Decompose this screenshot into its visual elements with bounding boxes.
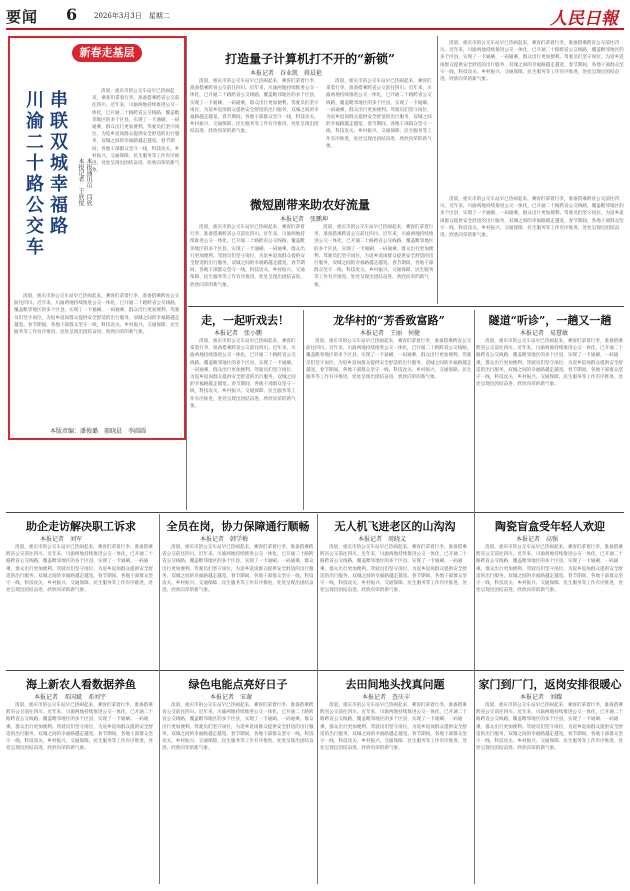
headline-a7: 全员在岗，协力保障通行顺畅 — [166, 520, 310, 533]
headline-a11: 绿色电能点亮好日子 — [188, 678, 288, 691]
byline-a7: 本报记者 韩学梅 — [200, 536, 249, 543]
headline-a13: 家门到厂门，返岗安排很暖心 — [478, 678, 622, 691]
byline-a8: 本报记者 周晓义 — [358, 536, 407, 543]
article-a2-col1: 清晨，重庆市的公交车站早已热闹起来，乘客们拿着行李，准备搭乘跨省公交前往四川。近年来，川渝两地持续推进公交一体化，已开通二十路跨省公交线路，覆盖毗邻地区的多个区县，实现了一卡通刷、一码通乘，群众出行更加便利。驾驶员们坚守岗位，为返乡返岗群众提供安全舒适的出行服务，双城之间的幸福路越走越宽。春节期间，各地干部群众坚守一线，科技攻关、乡村振兴、交通保障、民生服务等工作有序推进，处处呈现出团结奋进、欣欣向荣的新气象。 — [190, 225, 305, 288]
byline-a11: 本报记者 宋谢 — [210, 694, 253, 701]
headline-a10: 海上新农人看数据养鱼 — [26, 678, 136, 691]
article-a11-body: 清晨，重庆市的公交车站早已热闹起来，乘客们拿着行李，准备搭乘跨省公交前往四川。近年来，川渝两地持续推进公交一体化，已开通二十路跨省公交线路，覆盖毗邻地区的多个区县，实现了一卡通刷、一码通乘，群众出行更加便利。驾驶员们坚守岗位，为返乡返岗群众提供安全舒适的出行服务，双城之间的幸福路越走越宽。春节期间，各地干部群众坚守一线，科技攻关、乡村振兴、交通保障、民生服务等工作有序推进，处处呈现出团结奋进、欣欣向荣的新气象。 — [162, 703, 314, 752]
feature-box — [8, 36, 186, 440]
newspaper-logo: 人民日報 — [550, 9, 618, 29]
feature-byline-2: 本报通讯员 闫欣 — [85, 158, 92, 206]
article-a12-body: 清晨，重庆市的公交车站早已热闹起来，乘客们拿着行李，准备搭乘跨省公交前往四川。近年来，川渝两地持续推进公交一体化，已开通二十路跨省公交线路，覆盖毗邻地区的多个区县，实现了一卡通刷、一码通乘，群众出行更加便利。驾驶员们坚守岗位，为返乡返岗群众提供安全舒适的出行服务，双城之间的幸福路越走越宽。春节期间，各地干部群众坚守一线，科技攻关、乡村振兴、交通保障、民生服务等工作有序推进，处处呈现出团结奋进、欣欣向荣的新气象。 — [320, 703, 468, 752]
editor-credit: 本版责编：潘俊璐 郝晓晨 李圆圆 — [50, 428, 147, 435]
article-a1-col1: 清晨，重庆市的公交车站早已热闹起来，乘客们拿着行李，准备搭乘跨省公交前往四川。近年来，川渝两地持续推进公交一体化，已开通二十路跨省公交线路，覆盖毗邻地区的多个区县，实现了一卡通刷、一码通乘，群众出行更加便利。驾驶员们坚守岗位，为返乡返岗群众提供安全舒适的出行服务，双城之间的幸福路越走越宽。春节期间，各地干部群众坚守一线，科技攻关、乡村振兴、交通保障、民生服务等工作有序推进，处处呈现出团结奋进、欣欣向荣的新气象。 — [190, 79, 319, 135]
headline-a3: 走，一起听戏去！ — [201, 314, 289, 327]
byline-a3: 本报记者 张小鹏 — [214, 330, 263, 337]
article-right-col: 清晨，重庆市的公交车站早已热闹起来，乘客们拿着行李，准备搭乘跨省公交前往四川。近年来，川渝两地持续推进公交一体化，已开通二十路跨省公交线路，覆盖毗邻地区的多个区县，实现了一卡通刷、一码通乘，群众出行更加便利。驾驶员们坚守岗位，为返乡返岗群众提供安全舒适的出行服务，双城之间的幸福路越走越宽。春节期间，各地干部群众坚守一线，科技攻关、乡村振兴、交通保障、民生服务等工作有序推进，处处呈现出团结奋进、欣欣向荣的新气象。 — [440, 41, 624, 83]
byline-a6: 本报记者 刘军 — [40, 536, 83, 543]
section-name: 要闻 — [6, 8, 39, 26]
feature-body-1: 清晨，重庆市的公交车站早已热闹起来，乘客们拿着行李，准备搭乘跨省公交前往四川。近年来，川渝两地持续推进公交一体化，已开通二十路跨省公交线路，覆盖毗邻地区的多个区县，实现了一卡通刷、一码通乘，群众出行更加便利。驾驶员们坚守岗位，为返乡返岗群众提供安全舒适的出行服务，双城之间的幸福路越走越宽。春节期间，各地干部群众坚守一线，科技攻关、乡村振兴、交通保障、民生服务等工作有序推进，处处呈现出团结奋进、欣欣向荣的新气象。 — [92, 89, 180, 174]
feature-banner: 新春走基层 — [72, 44, 142, 62]
byline-a2: 本报记者 张鹏坤 — [280, 216, 329, 223]
headline-a8: 无人机飞进老区的山沟沟 — [334, 520, 456, 533]
article-a8-body: 清晨，重庆市的公交车站早已热闹起来，乘客们拿着行李，准备搭乘跨省公交前往四川。近年来，川渝两地持续推进公交一体化，已开通二十路跨省公交线路，覆盖毗邻地区的多个区县，实现了一卡通刷、一码通乘，群众出行更加便利。驾驶员们坚守岗位，为返乡返岗群众提供安全舒适的出行服务，双城之间的幸福路越走越宽。春节期间，各地干部群众坚守一线，科技攻关、乡村振兴、交通保障、民生服务等工作有序推进，处处呈现出团结奋进、欣欣向荣的新气象。 — [320, 545, 468, 594]
byline-a13: 本报记者 刘耀 — [520, 694, 563, 701]
article-a9-body: 清晨，重庆市的公交车站早已热闹起来，乘客们拿着行李，准备搭乘跨省公交前往四川。近年来，川渝两地持续推进公交一体化，已开通二十路跨省公交线路，覆盖毗邻地区的多个区县，实现了一卡通刷、一码通乘，群众出行更加便利。驾驶员们坚守岗位，为返乡返岗群众提供安全舒适的出行服务，双城之间的幸福路越走越宽。春节期间，各地干部群众坚守一线，科技攻关、乡村振兴、交通保障、民生服务等工作有序推进，处处呈现出团结奋进、欣欣向荣的新气象。 — [476, 545, 624, 594]
page-header — [6, 4, 624, 30]
page-number: 6 — [66, 5, 78, 24]
article-right-col2: 清晨，重庆市的公交车站早已热闹起来，乘客们拿着行李，准备搭乘跨省公交前往四川。近年来，川渝两地持续推进公交一体化，已开通二十路跨省公交线路，覆盖毗邻地区的多个区县，实现了一卡通刷、一码通乘，群众出行更加便利。驾驶员们坚守岗位，为返乡返岗群众提供安全舒适的出行服务，双城之间的幸福路越走越宽。春节期间，各地干部群众坚守一线，科技攻关、乡村振兴、交通保障、民生服务等工作有序推进，处处呈现出团结奋进、欣欣向荣的新气象。 — [440, 197, 624, 239]
byline-a5: 本报记者 易慧敏 — [520, 330, 569, 337]
feature-title-line1: 川渝二十路公交车 — [26, 90, 44, 258]
byline-a4: 本报记者 王丽 何健 — [360, 330, 421, 337]
article-a2-col2: 清晨，重庆市的公交车站早已热闹起来，乘客们拿着行李，准备搭乘跨省公交前往四川。近年来，川渝两地持续推进公交一体化，已开通二十路跨省公交线路，覆盖毗邻地区的多个区县，实现了一卡通刷、一码通乘，群众出行更加便利。驾驶员们坚守岗位，为返乡返岗群众提供安全舒适的出行服务，双城之间的幸福路越走越宽。春节期间，各地干部群众坚守一线，科技攻关、乡村振兴、交通保障、民生服务等工作有序推进，处处呈现出团结奋进、欣欣向荣的新气象。 — [314, 225, 434, 288]
article-a5-body: 清晨，重庆市的公交车站早已热闹起来，乘客们拿着行李，准备搭乘跨省公交前往四川。近年来，川渝两地持续推进公交一体化，已开通二十路跨省公交线路，覆盖毗邻地区的多个区县，实现了一卡通刷、一码通乘，群众出行更加便利。驾驶员们坚守岗位，为返乡返岗群众提供安全舒适的出行服务，双城之间的幸福路越走越宽。春节期间，各地干部群众坚守一线，科技攻关、乡村振兴、交通保障、民生服务等工作有序推进，处处呈现出团结奋进、欣欣向荣的新气象。 — [476, 339, 624, 388]
article-a6-body: 清晨，重庆市的公交车站早已热闹起来，乘客们拿着行李，准备搭乘跨省公交前往四川。近年来，川渝两地持续推进公交一体化，已开通二十路跨省公交线路，覆盖毗邻地区的多个区县，实现了一卡通刷、一码通乘，群众出行更加便利。驾驶员们坚守岗位，为返乡返岗群众提供安全舒适的出行服务，双城之间的幸福路越走越宽。春节期间，各地干部群众坚守一线，科技攻关、乡村振兴、交通保障、民生服务等工作有序推进，处处呈现出团结奋进、欣欣向荣的新气象。 — [6, 545, 154, 594]
headline-a12: 去田间地头找真问题 — [345, 678, 445, 691]
issue-date: 2026年3月3日 星期二 — [94, 12, 170, 20]
byline-a10: 本报记者 邓国斌 邓刘宇 — [34, 694, 107, 701]
headline-a6: 助企走访解决职工诉求 — [26, 520, 136, 533]
article-a1-col2: 清晨，重庆市的公交车站早已热闹起来，乘客们拿着行李，准备搭乘跨省公交前往四川。近年来，川渝两地持续推进公交一体化，已开通二十路跨省公交线路，覆盖毗邻地区的多个区县，实现了一卡通刷、一码通乘，群众出行更加便利。驾驶员们坚守岗位，为返乡返岗群众提供安全舒适的出行服务，双城之间的幸福路越走越宽。春节期间，各地干部群众坚守一线，科技攻关、乡村振兴、交通保障、民生服务等工作有序推进，处处呈现出团结奋进、欣欣向荣的新气象。 — [326, 79, 432, 149]
byline-a1: 本报记者 谷业凯 蒋晨艳 — [250, 70, 323, 77]
byline-a9: 本报记者 高强 — [516, 536, 559, 543]
article-a4-body: 清晨，重庆市的公交车站早已热闹起来，乘客们拿着行李，准备搭乘跨省公交前往四川。近年来，川渝两地持续推进公交一体化，已开通二十路跨省公交线路，覆盖毗邻地区的多个区县，实现了一卡通刷、一码通乘，群众出行更加便利。驾驶员们坚守岗位，为返乡返岗群众提供安全舒适的出行服务，双城之间的幸福路越走越宽。春节期间，各地干部群众坚守一线，科技攻关、乡村振兴、交通保障、民生服务等工作有序推进，处处呈现出团结奋进、欣欣向荣的新气象。 — [306, 339, 472, 381]
headline-a4: 龙华村的“芳香致富路” — [333, 314, 445, 327]
headline-a5: 隧道“听诊”，一趟又一趟 — [488, 314, 612, 327]
headline-a1: 打造量子计算机打不开的“新锁” — [225, 52, 395, 66]
feature-body-2: 清晨，重庆市的公交车站早已热闹起来，乘客们拿着行李，准备搭乘跨省公交前往四川。近年来，川渝两地持续推进公交一体化，已开通二十路跨省公交线路，覆盖毗邻地区的多个区县，实现了一卡通刷、一码通乘，群众出行更加便利。驾驶员们坚守岗位，为返乡返岗群众提供安全舒适的出行服务，双城之间的幸福路越走越宽。春节期间，各地干部群众坚守一线，科技攻关、乡村振兴、交通保障、民生服务等工作有序推进，处处呈现出团结奋进、欣欣向荣的新气象。 — [14, 294, 180, 336]
headline-a2: 微短剧带来助农好流量 — [249, 198, 370, 212]
feature-byline-1: 本报记者 王欣悦 — [77, 158, 84, 206]
article-a7-body: 清晨，重庆市的公交车站早已热闹起来，乘客们拿着行李，准备搭乘跨省公交前往四川。近年来，川渝两地持续推进公交一体化，已开通二十路跨省公交线路，覆盖毗邻地区的多个区县，实现了一卡通刷、一码通乘，群众出行更加便利。驾驶员们坚守岗位，为返乡返岗群众提供安全舒适的出行服务，双城之间的幸福路越走越宽。春节期间，各地干部群众坚守一线，科技攻关、乡村振兴、交通保障、民生服务等工作有序推进，处处呈现出团结奋进、欣欣向荣的新气象。 — [162, 545, 314, 594]
headline-a9: 陶瓷盲盒受年轻人欢迎 — [495, 520, 605, 533]
article-a10-body: 清晨，重庆市的公交车站早已热闹起来，乘客们拿着行李，准备搭乘跨省公交前往四川。近年来，川渝两地持续推进公交一体化，已开通二十路跨省公交线路，覆盖毗邻地区的多个区县，实现了一卡通刷、一码通乘，群众出行更加便利。驾驶员们坚守岗位，为返乡返岗群众提供安全舒适的出行服务，双城之间的幸福路越走越宽。春节期间，各地干部群众坚守一线，科技攻关、乡村振兴、交通保障、民生服务等工作有序推进，处处呈现出团结奋进、欣欣向荣的新气象。 — [6, 703, 154, 752]
article-a13-body: 清晨，重庆市的公交车站早已热闹起来，乘客们拿着行李，准备搭乘跨省公交前往四川。近年来，川渝两地持续推进公交一体化，已开通二十路跨省公交线路，覆盖毗邻地区的多个区县，实现了一卡通刷、一码通乘，群众出行更加便利。驾驶员们坚守岗位，为返乡返岗群众提供安全舒适的出行服务，双城之间的幸福路越走越宽。春节期间，各地干部群众坚守一线，科技攻关、乡村振兴、交通保障、民生服务等工作有序推进，处处呈现出团结奋进、欣欣向荣的新气象。 — [476, 703, 624, 752]
byline-a12: 本报记者 查庆丰 — [362, 694, 411, 701]
article-a3-body: 清晨，重庆市的公交车站早已热闹起来，乘客们拿着行李，准备搭乘跨省公交前往四川。近年来，川渝两地持续推进公交一体化，已开通二十路跨省公交线路，覆盖毗邻地区的多个区县，实现了一卡通刷、一码通乘，群众出行更加便利。驾驶员们坚守岗位，为返乡返岗群众提供安全舒适的出行服务，双城之间的幸福路越走越宽。春节期间，各地干部群众坚守一线，科技攻关、乡村振兴、交通保障、民生服务等工作有序推进，处处呈现出团结奋进、欣欣向荣的新气象。 — [190, 339, 296, 409]
feature-title-line2: 串联双城幸福路 — [50, 90, 68, 237]
